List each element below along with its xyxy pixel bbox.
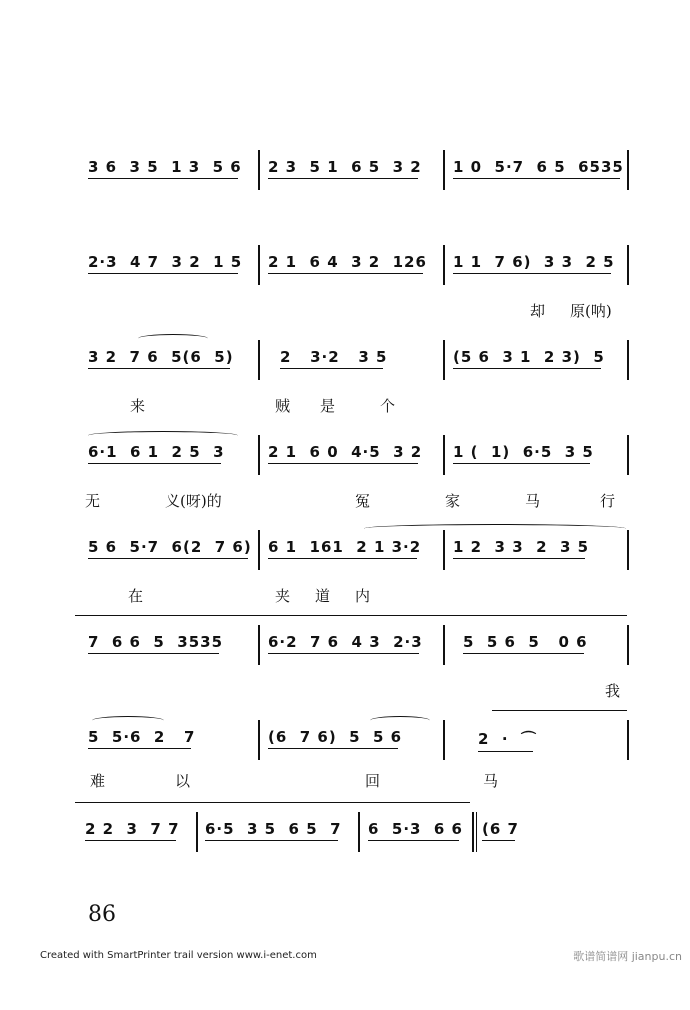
lyric-word: 来	[130, 397, 146, 415]
slur	[75, 615, 627, 624]
lyric-word: 贼	[275, 397, 291, 415]
lyric-line	[0, 300, 690, 322]
lyric-word: 难	[90, 772, 106, 790]
measure-group: 5 6 5·7 6(2 7 6)	[88, 538, 252, 556]
beam-line	[453, 368, 601, 369]
beam-line	[453, 273, 611, 274]
barline	[443, 720, 445, 760]
measure-group: (6 7	[482, 820, 519, 838]
slur	[370, 716, 430, 725]
measure-group: 6·1 6 1 2 5 3	[88, 443, 225, 461]
beam-line	[482, 840, 515, 841]
barline	[476, 812, 477, 852]
lyric-word: 冤	[355, 492, 371, 510]
barline	[443, 340, 445, 380]
lyric-word: 在	[128, 587, 144, 605]
barline	[258, 530, 260, 570]
measure-group: 2·3 4 7 3 2 1 5	[88, 253, 243, 271]
lyric-word: 原(呐)	[570, 302, 612, 320]
measure-group: 5 5 6 5 0 6	[463, 633, 588, 651]
beam-line	[268, 273, 423, 274]
barline	[627, 150, 629, 190]
lyric-word: 义(呀)的	[165, 492, 222, 510]
measure-group: 2 1 6 4 3 2 126	[268, 253, 427, 271]
lyric-word: 内	[355, 587, 371, 605]
measure-group: 1 ( 1) 6·5 3 5	[453, 443, 594, 461]
lyric-line	[0, 490, 690, 512]
barline	[258, 720, 260, 760]
lyric-line	[0, 395, 690, 417]
barline	[443, 150, 445, 190]
beam-line	[88, 368, 230, 369]
measure-group: 1 1 7 6) 3 3 2 5	[453, 253, 615, 271]
beam-line	[268, 748, 398, 749]
page-number: 86	[88, 902, 116, 927]
barline	[627, 625, 629, 665]
beam-line	[268, 463, 418, 464]
lyric-line	[0, 770, 690, 792]
beam-line	[88, 653, 219, 654]
lyric-word: 家	[445, 492, 461, 510]
barline	[258, 245, 260, 285]
measure-group: (6 7 6) 5 5 6	[268, 728, 403, 746]
beam-line	[85, 840, 176, 841]
slur	[138, 334, 208, 343]
measure-group: 6 5·3 6 6	[368, 820, 463, 838]
beam-line	[453, 558, 585, 559]
barline	[443, 530, 445, 570]
measure-group: 3 6 3 5 1 3 5 6	[88, 158, 242, 176]
measure-group: 7 6 6 5 3535	[88, 633, 224, 651]
measure-group: (5 6 3 1 2 3) 5	[453, 348, 605, 366]
lyric-line	[0, 585, 690, 607]
measure-group: 2 3·2 3 5	[280, 348, 388, 366]
barline	[627, 435, 629, 475]
lyric-word: 回	[365, 772, 381, 790]
lyric-word: 我	[605, 682, 621, 700]
measure-group: 2 · ⌒	[478, 730, 538, 748]
lyric-word: 行	[600, 492, 616, 510]
beam-line	[453, 463, 590, 464]
beam-line	[268, 558, 417, 559]
beam-line	[88, 178, 238, 179]
beam-line	[368, 840, 459, 841]
measure-group: 1 0 5·7 6 5 6535	[453, 158, 624, 176]
measure-group: 2 3 5 1 6 5 3 2	[268, 158, 422, 176]
barline	[196, 812, 198, 852]
barline	[443, 625, 445, 665]
barline	[443, 435, 445, 475]
barline	[627, 340, 629, 380]
beam-line	[268, 653, 419, 654]
measure-group: 2 2 3 7 7	[85, 820, 180, 838]
beam-line	[205, 840, 338, 841]
slur	[75, 802, 470, 811]
lyric-word: 夹	[275, 587, 291, 605]
barline	[258, 150, 260, 190]
measure-group: 1 2 3 3 2 3 5	[453, 538, 590, 556]
lyric-word: 道	[315, 587, 331, 605]
barline	[627, 530, 629, 570]
barline	[258, 625, 260, 665]
slur	[492, 710, 627, 719]
beam-line	[280, 368, 383, 369]
lyric-word: 无	[85, 492, 101, 510]
slur	[88, 431, 238, 440]
measure-group: 2 1 6 0 4·5 3 2	[268, 443, 423, 461]
beam-line	[453, 178, 620, 179]
footer-credit: Created with SmartPrinter trail version www.i-enet.com	[40, 950, 317, 961]
slur	[92, 716, 164, 725]
lyric-word: 是	[320, 397, 336, 415]
measure-group: 5 5·6 2 7	[88, 728, 196, 746]
barline	[258, 340, 260, 380]
barline	[358, 812, 360, 852]
barline	[627, 245, 629, 285]
barline	[443, 245, 445, 285]
measure-group: 6·5 3 5 6 5 7	[205, 820, 342, 838]
barline	[472, 812, 474, 852]
beam-line	[463, 653, 584, 654]
lyric-word: 却	[530, 302, 546, 320]
lyric-word: 马	[483, 772, 499, 790]
slur	[364, 524, 626, 533]
barline	[627, 720, 629, 760]
lyric-word: 个	[380, 397, 396, 415]
beam-line	[88, 748, 191, 749]
beam-line	[88, 273, 238, 274]
lyric-word: 以	[175, 772, 191, 790]
footer-watermark: 歌谱简谱网 jianpu.cn	[573, 950, 682, 963]
measure-group: 6·2 7 6 4 3 2·3	[268, 633, 423, 651]
lyric-word: 马	[525, 492, 541, 510]
beam-line	[268, 178, 418, 179]
beam-line	[88, 558, 248, 559]
measure-group: 6 1 161 2 1 3·2	[268, 538, 422, 556]
beam-line	[478, 751, 533, 752]
lyric-line	[0, 680, 690, 702]
beam-line	[88, 463, 221, 464]
barline	[258, 435, 260, 475]
measure-group: 3 2 7 6 5(6 5)	[88, 348, 234, 366]
